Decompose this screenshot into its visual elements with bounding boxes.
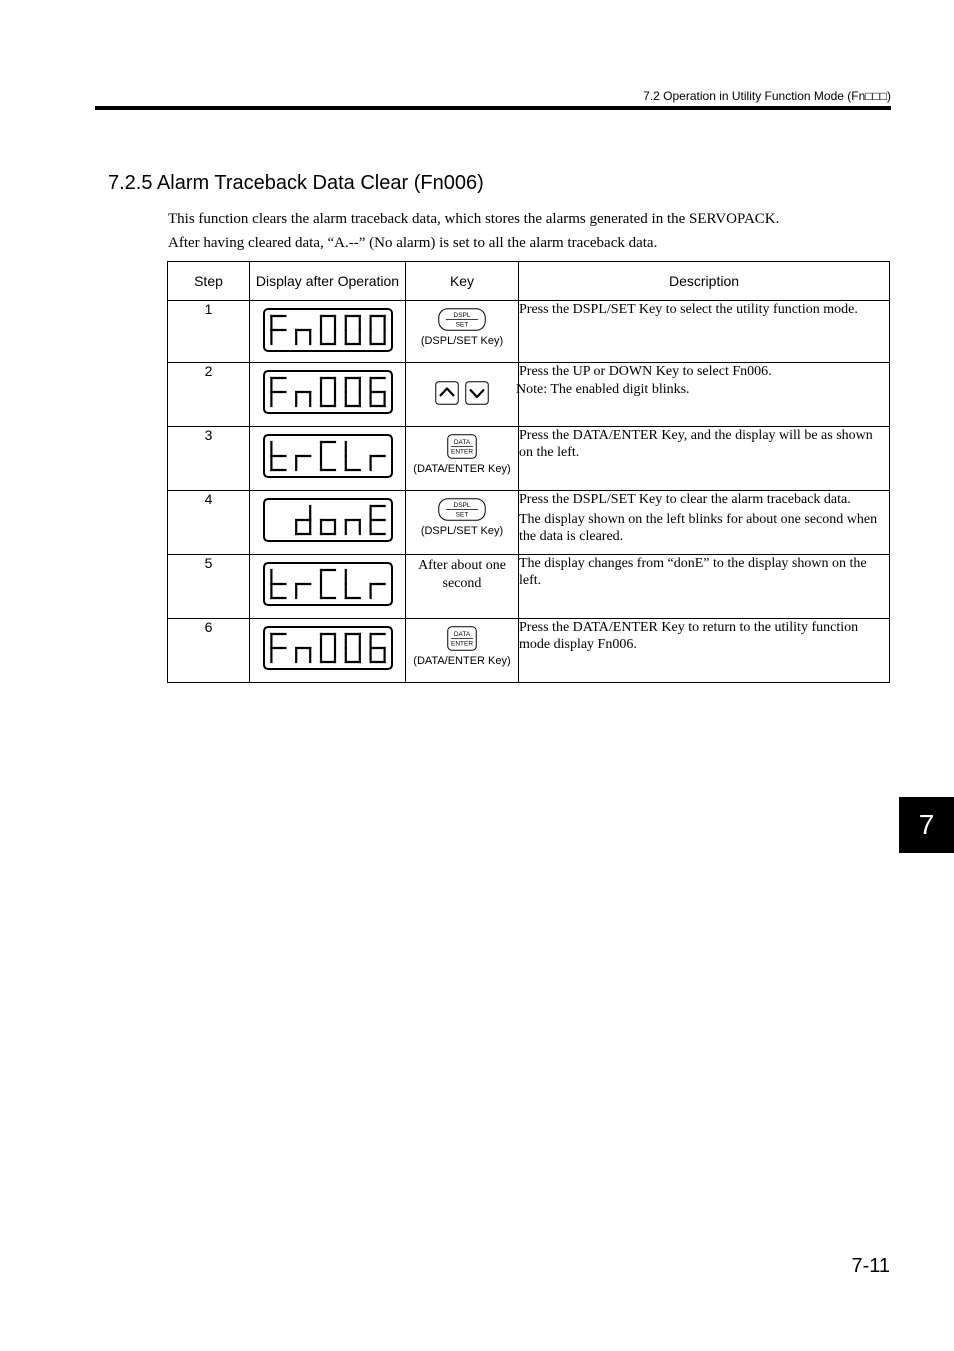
key-name-label: (DSPL/SET Key) [420, 525, 504, 537]
description-text: The display shown on the left blinks for about one second when the data is cleared. [519, 512, 878, 544]
table-row [168, 427, 890, 491]
key-cell [406, 363, 519, 427]
seven-segment-display [263, 370, 393, 414]
up-arrow-key-icon[interactable] [435, 381, 459, 405]
header-key: Key [406, 262, 519, 301]
key-top-label: DATA [453, 631, 471, 638]
description-note: Note: The enabled digit blinks. [516, 382, 690, 397]
header-description: Description [519, 262, 890, 301]
key-bottom-label: ENTER [450, 448, 474, 456]
key-cell [406, 301, 519, 363]
wait-instruction: After about one second [418, 558, 506, 591]
data-enter-key-icon[interactable] [447, 434, 477, 459]
dspl-set-key-icon[interactable] [438, 498, 486, 521]
table-row [168, 555, 890, 619]
key-top-label: DATA [453, 439, 471, 446]
key-name-label: (DATA/ENTER Key) [413, 655, 511, 667]
key-cell [406, 555, 519, 619]
display-cell [250, 427, 406, 491]
operation-steps-table [167, 261, 890, 683]
table-row [168, 491, 890, 555]
description-text: Press the DSPL/SET Key to select the utility function mode. [519, 302, 858, 317]
intro-paragraph-2: After having cleared data, “A.--” (No alarm) is set to all the alarm traceback data. [168, 235, 658, 251]
dspl-set-key-icon[interactable] [438, 308, 486, 331]
key-name-label: (DATA/ENTER Key) [413, 463, 511, 475]
description-text: Press the DSPL/SET Key to clear the alarm traceback data. [519, 492, 851, 507]
key-cell [406, 427, 519, 491]
description-text: Press the DATA/ENTER Key, and the display will be as shown on the left. [519, 428, 873, 460]
display-cell [250, 301, 406, 363]
table-row [168, 619, 890, 683]
key-top-label: DSPL [453, 502, 471, 509]
step-number: 2 [168, 363, 250, 427]
description-text: The display changes from “donE” to the display shown on the left. [519, 556, 867, 588]
table-row [168, 363, 890, 427]
seven-segment-display [263, 308, 393, 352]
section-title: 7.2.5 Alarm Traceback Data Clear (Fn006) [108, 172, 484, 194]
description-cell [519, 619, 890, 683]
chapter-tab: 7 [899, 797, 954, 853]
seven-segment-display [263, 434, 393, 478]
seven-segment-display [263, 626, 393, 670]
data-enter-key-icon[interactable] [447, 626, 477, 651]
display-cell [250, 619, 406, 683]
description-text: Press the DATA/ENTER Key to return to the utility function mode display Fn006. [519, 620, 859, 652]
step-number: 1 [168, 301, 250, 363]
display-cell [250, 363, 406, 427]
display-cell [250, 491, 406, 555]
table-row [168, 301, 890, 363]
intro-paragraph-1: This function clears the alarm traceback data, which stores the alarms generated in the SERVOPACK. [168, 211, 780, 227]
step-number: 3 [168, 427, 250, 491]
step-number: 5 [168, 555, 250, 619]
seven-segment-display [263, 562, 393, 606]
key-cell [406, 619, 519, 683]
key-top-label: DSPL [453, 312, 471, 319]
key-cell [406, 491, 519, 555]
key-bottom-label: SET [455, 321, 469, 329]
description-text: Press the UP or DOWN Key to select Fn006. [519, 364, 772, 379]
description-cell [516, 363, 890, 427]
key-bottom-label: ENTER [450, 640, 474, 648]
down-arrow-key-icon[interactable] [465, 381, 489, 405]
page-number: 7-11 [851, 1255, 890, 1277]
step-number: 6 [168, 619, 250, 683]
description-cell [519, 555, 890, 619]
description-cell [519, 301, 890, 363]
header-step: Step [168, 262, 250, 301]
display-cell [250, 555, 406, 619]
step-number: 4 [168, 491, 250, 555]
header-display: Display after Operation [250, 262, 406, 301]
running-header: 7.2 Operation in Utility Function Mode (Fn□□□) [643, 89, 891, 103]
description-cell [519, 427, 890, 491]
key-bottom-label: SET [455, 511, 469, 519]
seven-segment-display [263, 498, 393, 542]
header-rule [95, 106, 891, 110]
up-down-keys [406, 381, 518, 411]
intro-text [168, 207, 888, 255]
key-name-label: (DSPL/SET Key) [420, 335, 504, 347]
description-cell [519, 491, 890, 555]
